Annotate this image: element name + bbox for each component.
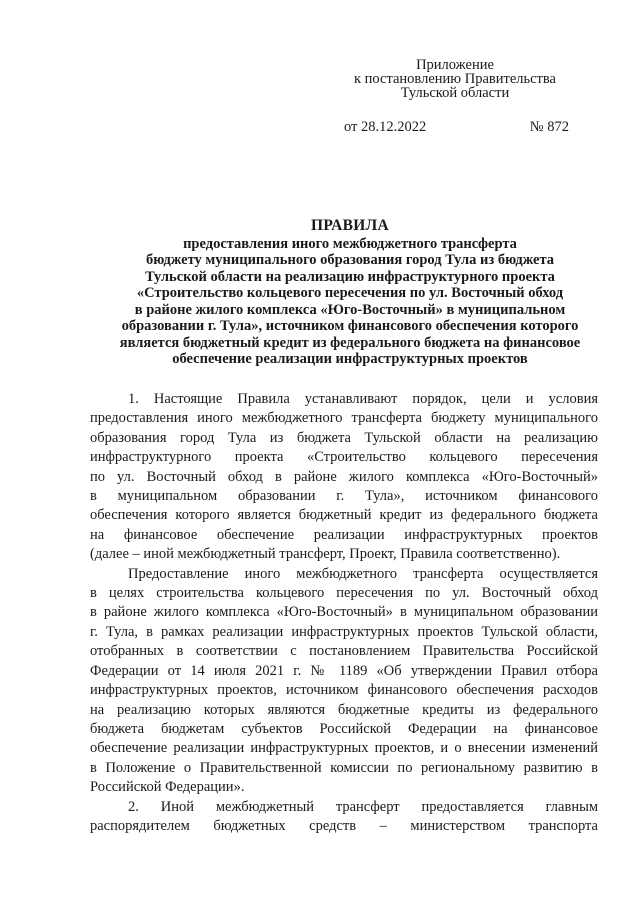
decree-number: № 872 <box>529 119 569 135</box>
title-line: в районе жилого комплекса «Юго-Восточный» в муниципальном <box>134 301 566 318</box>
body-line: Предоставление иного межбюджетного трансферта осуществляется <box>128 565 598 582</box>
body-line: Федерации от 14 июля 2021 г. № 1189 «Об утверждении Правил отбора <box>90 662 598 679</box>
body-line: обеспечения которого является бюджетный кредит из федерального бюджета <box>90 507 598 524</box>
body-line: (далее – иной межбюджетный трансферт, Проект, Правила соответственно). <box>90 546 561 563</box>
body-line: отобранных в соответствии с постановлением Правительства Российской <box>90 643 598 660</box>
title-line: предоставления иного межбюджетного трансферта <box>183 235 517 252</box>
body-line: Российской Федерации». <box>90 779 245 796</box>
appendix-line-2: к постановлению Правительства <box>354 71 556 87</box>
appendix-line-1: Приложение <box>416 57 494 73</box>
paragraph-3 <box>90 798 598 837</box>
appendix-header <box>340 58 570 100</box>
title-line: является бюджетный кредит из федерального бюджета на финансовое <box>119 334 581 351</box>
title-line: Тульской области на реализацию инфраструктурного проекта <box>145 268 555 285</box>
title-line: образовании г. Тула», источником финансового обеспечения которого <box>121 318 579 334</box>
body-line: инфраструктурного проекта «Строительство кольцевого пересечения <box>90 449 598 466</box>
body-line: в Положение о Правительственной комиссии по региональному развитию в <box>90 759 598 776</box>
document-title <box>90 218 610 368</box>
body-line: г. Тула, в рамках реализации инфраструктурных проектов Тульской области, <box>90 623 598 640</box>
body-line: бюджета бюджетам субъектов Российской Федерации на финансовое <box>90 720 598 737</box>
body-line: по ул. Восточный обход в районе жилого комплекса «Юго-Восточный» <box>90 468 598 485</box>
body-line: в муниципальном образовании г. Тула», источником финансового <box>90 488 598 505</box>
title-line: «Строительство кольцевого пересечения по ул. Восточный обход <box>136 285 564 301</box>
body-line: на реализацию которых являются бюджетные кредиты из федерального <box>90 701 598 718</box>
paragraph-1 <box>90 390 598 565</box>
body-line: в районе жилого комплекса «Юго-Восточный» в муниципальном образовании <box>90 604 598 621</box>
paragraph-2 <box>90 565 598 798</box>
title-heading: ПРАВИЛА <box>311 217 389 234</box>
body-line: обеспечение реализации инфраструктурных проектов, и о внесении изменений <box>90 740 598 757</box>
document-body <box>90 390 598 836</box>
body-line: 1. Настоящие Правила устанавливают порядок, цели и условия <box>128 391 598 407</box>
body-line: инфраструктурных проектов, источником финансового обеспечения расходов <box>90 682 598 699</box>
title-line: обеспечение реализации инфраструктурных проектов <box>172 351 528 367</box>
title-line: бюджету муниципального образования город Тула из бюджета <box>145 252 555 268</box>
appendix-line-3: Тульской области <box>400 85 510 101</box>
body-line: в целях строительства кольцевого пересечения по ул. Восточный обход <box>90 585 598 602</box>
body-line: предоставления иного межбюджетного трансферта бюджету муниципального <box>90 410 598 427</box>
body-line: на финансовое обеспечение реализации инфраструктурных проектов <box>90 526 598 543</box>
decree-date: от 28.12.2022 <box>344 119 427 135</box>
body-line: 2. Иной межбюджетный трансферт предоставляется главным <box>128 798 598 815</box>
body-line: распорядителем бюджетных средств – министерством транспорта <box>90 817 598 834</box>
body-line: образования город Тула из бюджета Тульской области на реализацию <box>90 429 598 446</box>
